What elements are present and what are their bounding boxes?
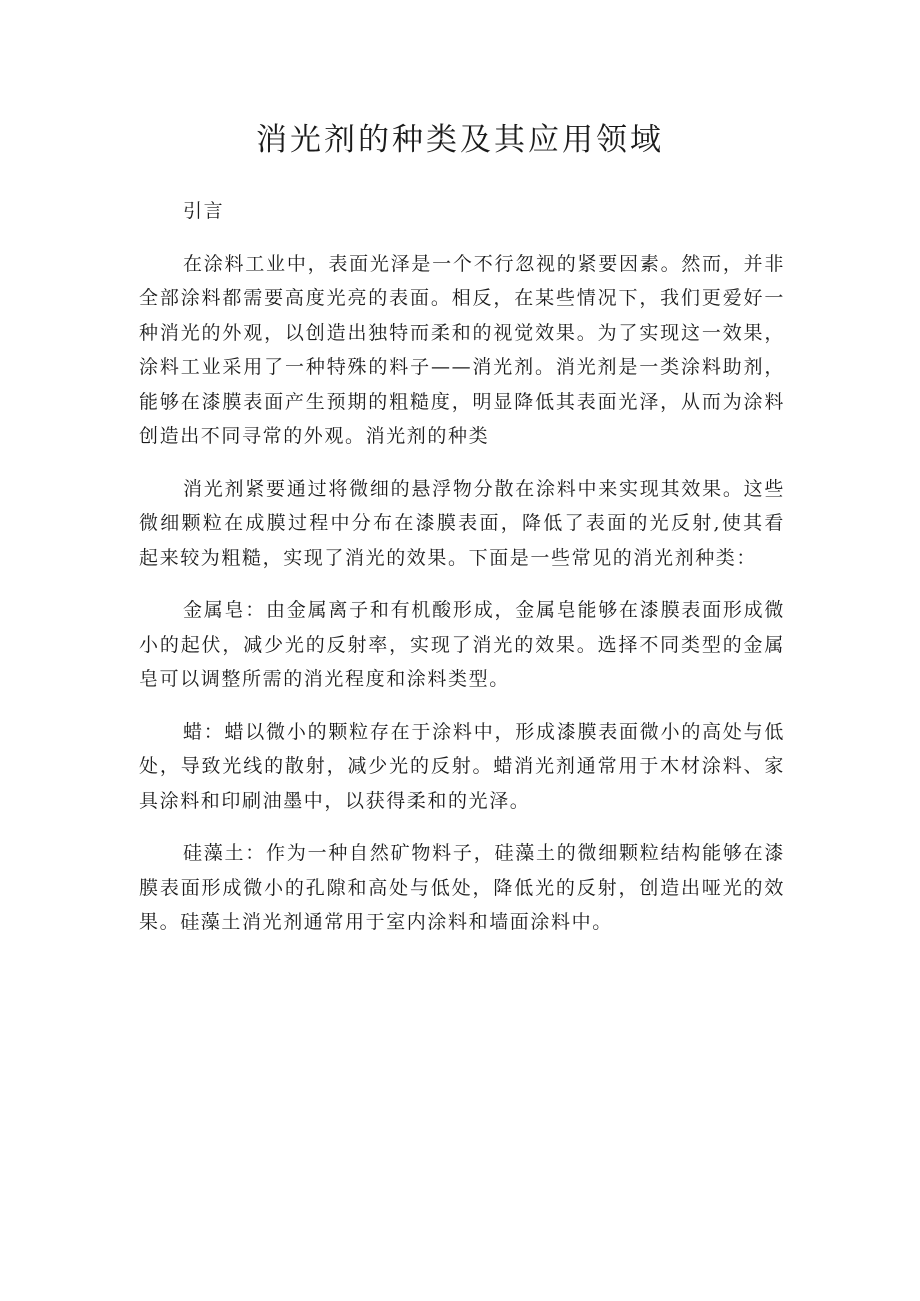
paragraph-1: 在涂料工业中，表面光泽是一个不行忽视的紧要因素。然而，并非全部涂料都需要高度光亮的表面。相反，在某些情况下，我们更爱好一种消光的外观，以创造出独特而柔和的视觉效果。为了实现这一效果，涂料工业采用了一种特殊的料子——消光剂。消光剂是一类涂料助剂，能够在漆膜表面产生预期的粗糙度，明显降低其表面光泽，从而为涂料创造出不同寻常的外观。消光剂的种类 [139, 252, 785, 447]
document-title: 消光剂的种类及其应用领域 [256, 122, 664, 158]
document-body [139, 194, 785, 940]
paragraph-diatomite: 硅藻土：作为一种自然矿物料子，硅藻土的微细颗粒结构能够在漆膜表面形成微小的孔隙和高处与低处，降低光的反射，创造出哑光的效果。硅藻土消光剂通常用于室内涂料和墙面涂料中。 [139, 842, 785, 933]
paragraph-metal-soap: 金属皂：由金属离子和有机酸形成，金属皂能够在漆膜表面形成微小的起伏，减少光的反射率，实现了消光的效果。选择不同类型的金属皂可以调整所需的消光程度和涂料类型。 [139, 599, 785, 690]
paragraph-2: 消光剂紧要通过将微细的悬浮物分散在涂料中来实现其效果。这些微细颗粒在成膜过程中分布在漆膜表面，降低了表面的光反射,使其看起来较为粗糙，实现了消光的效果。下面是一些常见的消光剂种类： [139, 477, 785, 569]
paragraph-wax: 蜡：蜡以微小的颗粒存在于涂料中，形成漆膜表面微小的高处与低处，导致光线的散射，减少光的反射。蜡消光剂通常用于木材涂料、家具涂料和印刷油墨中，以获得柔和的光泽。 [139, 720, 785, 812]
paragraph-intro-heading: 引言 [183, 200, 225, 222]
